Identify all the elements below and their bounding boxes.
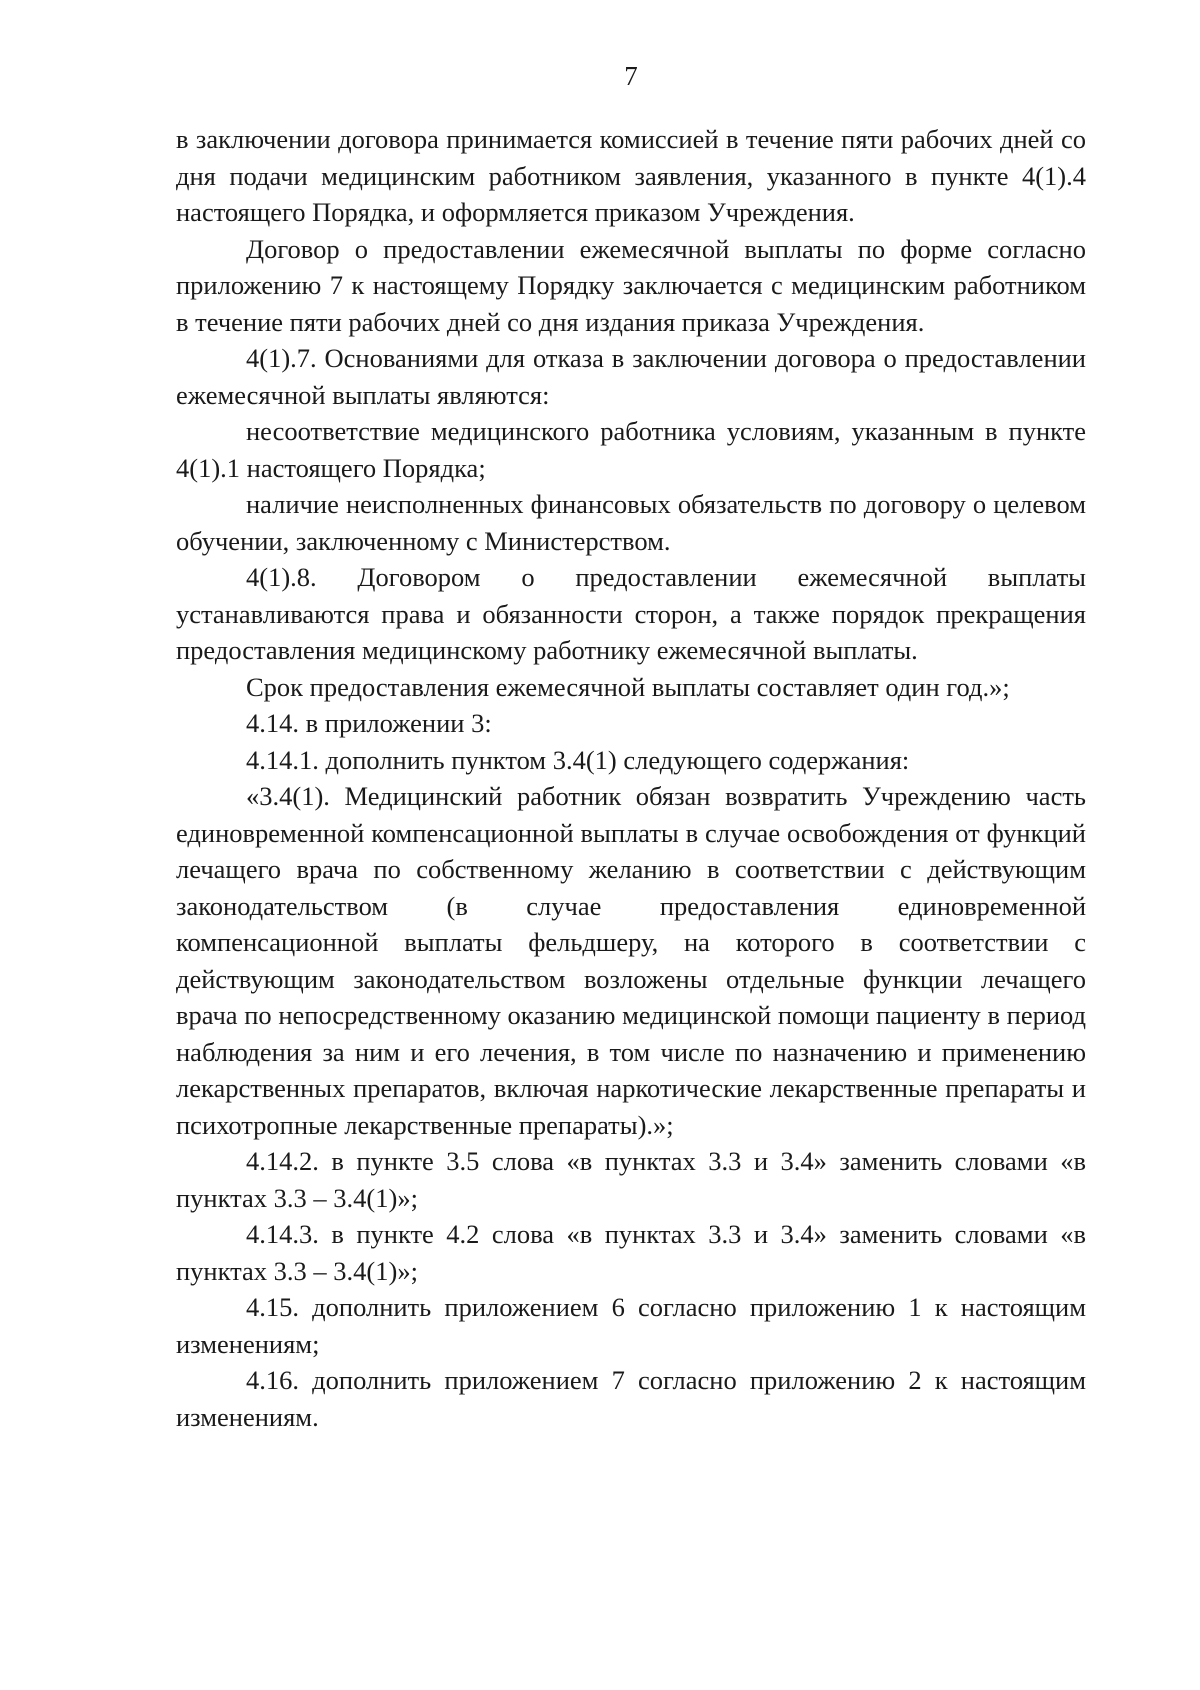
paragraph: 4(1).8. Договором о предоставлении ежемесячной выплаты устанавливаются права и обязанности сторон, а также порядок прекращения предоставления медицинскому работнику ежемесячной выплаты. bbox=[176, 562, 1086, 665]
document-body bbox=[176, 121, 1086, 1435]
paragraph: Договор о предоставлении ежемесячной выплаты по форме согласно приложению 7 к настоящему Порядку заключается с медицинским работником в течение пяти рабочих дней со дня издания приказа Учреждения. bbox=[176, 233, 1086, 337]
paragraph: 4.16. дополнить приложением 7 согласно приложению 2 к настоящим изменениям. bbox=[176, 1365, 1086, 1432]
page-number: 7 bbox=[624, 61, 638, 91]
paragraph: 4.14.3. в пункте 4.2 слова «в пунктах 3.3 и 3.4» заменить словами «в пунктах 3.3 – 3.4(1)»; bbox=[176, 1219, 1086, 1286]
paragraph: 4.14.1. дополнить пунктом 3.4(1) следующего содержания: bbox=[246, 744, 910, 775]
paragraph: 4.14. в приложении 3: bbox=[246, 708, 492, 738]
paragraph: Срок предоставления ежемесячной выплаты составляет один год.»; bbox=[246, 671, 1010, 702]
paragraph: 4.15. дополнить приложением 6 согласно приложению 1 к настоящим изменениям; bbox=[176, 1292, 1086, 1359]
paragraph: наличие неисполненных финансовых обязательств по договору о целевом обучении, заключенному с Министерством. bbox=[176, 489, 1086, 556]
paragraph: в заключении договора принимается комиссией в течение пяти рабочих дней со дня подачи медицинским работником заявления, указанного в пункте 4(1).4 настоящего Порядка, и оформляется приказом Учреждения. bbox=[176, 124, 1086, 227]
paragraph: «3.4(1). Медицинский работник обязан возвратить Учреждению часть единовременной компенсационной выплаты в случае освобождения от функций лечащего врача по собственному желанию в соответствии с действующим законодательством (в случае предоставления единовременной компенсационной выплаты фельдшеру, на которого в соответствии с действующим законодательством возложены отдельные функции лечащего врача по непосредственному оказанию медицинской помощи пациенту в период наблюдения за ним и его лечения, в том числе по назначению и применению лекарственных препаратов, включая наркотические лекарственные препараты и психотропные лекарственные препараты).»; bbox=[176, 781, 1086, 1140]
paragraph: 4(1).7. Основаниями для отказа в заключении договора о предоставлении ежемесячной выплаты являются: bbox=[176, 343, 1086, 410]
paragraph: 4.14.2. в пункте 3.5 слова «в пунктах 3.3 и 3.4» заменить словами «в пунктах 3.3 – 3.4(1)»; bbox=[176, 1146, 1086, 1213]
paragraph: несоответствие медицинского работника условиям, указанным в пункте 4(1).1 настоящего Порядка; bbox=[176, 416, 1086, 483]
